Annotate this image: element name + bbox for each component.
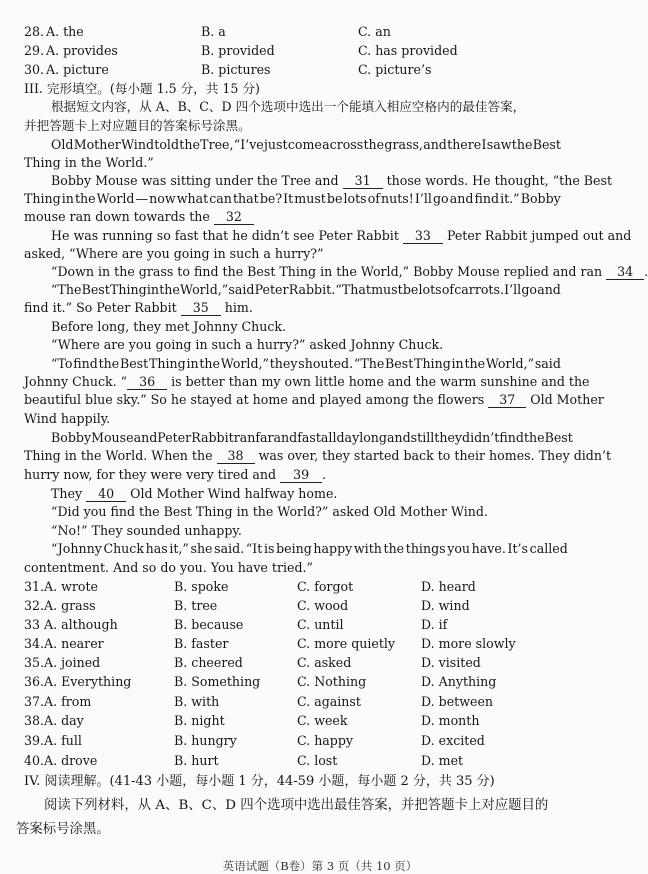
option-c: C. wood [297,598,349,613]
passage-word: the [363,137,385,152]
passage-text: . [322,467,327,482]
passage-word: long [359,430,387,445]
question-number: 40. [24,753,45,768]
passage-line: “Where are you going in such a hurry?” asked Johnny Chuck. [51,337,444,352]
passage-word: go [521,282,538,297]
passage-word: said [228,282,255,297]
passage-word: Peter [157,430,192,445]
option-row-34 [24,634,624,653]
passage-word: of [441,282,455,297]
option-d: D. excited [421,733,485,748]
passage-line: asked, “Where are you going in such a hurry?” [24,246,324,261]
passage-word: World,” [485,356,535,371]
option-b: B. a [201,24,226,39]
passage-word: has [145,541,168,556]
passage-word: there [447,137,482,152]
passage-word: in [146,282,160,297]
passage-text: mouse ran down towards the [24,209,210,224]
option-row-38 [24,711,624,730]
passage-text: Peter Rabbit jumped out and [446,228,632,243]
passage-text: find it.” So Peter Rabbit [24,300,177,315]
passage-word: “The [353,356,385,371]
passage-line [51,355,561,373]
question-number: 28. [24,24,45,39]
passage-word: grass, [384,137,423,152]
passage-line [24,447,611,465]
passage-word: Wind [121,137,155,152]
blank-38: 38 [217,448,255,464]
option-row-33 [24,615,624,634]
passage-text: was over, they started back to their homes. They didn’t [258,448,612,463]
option-b: B. because [174,617,244,632]
section-3-heading: III. 完形填空。(每小题 1.5 分，共 15 分) [24,81,260,96]
passage-word: nuts! [381,191,414,206]
passage-word: fast [297,430,321,445]
option-a: A. the [46,24,84,39]
passage-word: saw [486,137,512,152]
option-row-40 [24,751,624,770]
section-3-instruction: 根据短文内容，从 A、B、C、D 四个选项中选出一个能填入相应空格内的最佳答案， [51,99,526,114]
passage-word: find [73,356,98,371]
option-c: C. an [358,24,391,39]
option-d: D. Anything [421,674,497,689]
passage-word: in [186,356,199,371]
passage-text: “Down in the grass to find the Best Thing in the World,” Bobby Mouse replied and ran [51,264,603,279]
question-number: 29. [24,43,45,58]
passage-word: lots [418,282,442,297]
passage-word: Best [81,282,110,297]
passage-line [51,263,648,281]
passage-line [24,208,254,226]
question-number: 32. [24,598,45,613]
option-row-39 [24,731,624,750]
passage-word: Best [385,356,414,371]
passage-word: all [320,430,337,445]
passage-word: ran [233,430,256,445]
option-b: B. hungry [174,733,237,748]
passage-line: Wind happily. [24,411,111,426]
option-b: B. provided [201,43,275,58]
passage-word: far [255,430,274,445]
passage-word: Best [532,137,561,152]
passage-word: Rabbit. [288,282,336,297]
passage-word: said [534,356,561,371]
passage-word: be? [259,191,283,206]
passage-word: Thing [414,356,451,371]
option-c: C. against [297,694,361,709]
passage-line: “No!” They sounded unhappy. [51,523,242,538]
option-row-29 [24,41,624,60]
option-d: D. between [421,694,494,709]
passage-word: Thing [24,191,61,206]
passage-word: and [273,430,298,445]
passage-line: “Did you find the Best Thing in the World?” asked Old Mother Wind. [51,504,488,519]
question-number: 37. [24,694,45,709]
passage-word: “To [51,356,73,371]
passage-word: It [283,191,294,206]
blank-36: 36 [127,374,167,390]
option-d: D. visited [421,655,481,670]
passage-text: . [644,264,648,279]
passage-line [24,373,590,391]
passage-word: and [423,137,447,152]
passage-word: “Johnny [51,541,102,556]
passage-line: contentment. And so do you. You have tried.” [24,560,313,575]
passage-word: shouted. [298,356,354,371]
option-b: B. hurt [174,753,219,768]
passage-word: be [402,282,419,297]
passage-word: — [135,191,149,206]
option-a: A. wrote [44,579,98,594]
passage-word: the [98,356,120,371]
passage-line [24,391,604,409]
passage-text: Johnny Chuck. “ [24,374,128,389]
page-footer: 英语试题（B卷）第 3 页（共 10 页） [222,859,418,873]
passage-word: she [190,541,213,556]
passage-word: being [276,541,312,556]
passage-word: and [386,430,411,445]
passage-word: what [176,191,209,206]
passage-word: the [159,282,180,297]
question-number: 33 [24,617,41,632]
passage-word: now [149,191,176,206]
question-number: 34. [24,636,45,651]
passage-word: in [61,191,74,206]
passage-word: is [263,541,275,556]
question-number: 35. [24,655,45,670]
passage-word: Mother [73,137,121,152]
passage-word: told [154,137,180,152]
option-a: A. joined [44,655,101,670]
passage-line [24,299,253,317]
passage-word: the [74,191,96,206]
option-row-28 [24,22,624,41]
option-row-32 [24,596,624,615]
passage-word: can [209,191,232,206]
passage-word: Peter [254,282,289,297]
passage-word: it.” [500,191,520,206]
option-b: B. night [174,713,225,728]
passage-line [51,172,612,190]
passage-word: and [449,191,474,206]
passage-word: of [367,191,380,206]
question-number: 30. [24,62,45,77]
passage-word: “The [51,282,82,297]
passage-line [24,190,561,208]
passage-word: said. [214,541,245,556]
option-row-30 [24,60,624,79]
passage-word: it,” [169,541,189,556]
passage-line [51,429,573,447]
option-a: A. from [44,694,92,709]
option-b: B. tree [174,598,218,613]
passage-word: be [326,191,343,206]
passage-word: I’ll [504,282,522,297]
section-4-instruction: 答案标号涂黑。 [16,822,110,837]
passage-text: Old Mother [530,392,604,407]
blank-32: 32 [214,209,254,225]
passage-word: Bobby [520,191,561,206]
option-a: A. nearer [44,636,104,651]
passage-text: beautiful blue sky.” So he stayed at home and played among the flowers [24,392,485,407]
option-a: A. full [44,733,82,748]
option-d: D. wind [421,598,470,613]
blank-40: 40 [86,486,126,502]
passage-word: It’s [507,541,529,556]
option-c: C. asked [297,655,352,670]
passage-word: and [133,430,158,445]
passage-word: Thing [109,282,147,297]
question-number: 31. [24,579,45,594]
option-c: C. until [297,617,344,632]
option-c: C. picture’s [358,62,432,77]
passage-word: the [464,356,486,371]
option-c: C. has provided [358,43,458,58]
passage-word: Rabbit [191,430,234,445]
passage-word: find [474,191,500,206]
passage-word: happy [313,541,353,556]
passage-word: with [353,541,382,556]
passage-word: Tree, [200,137,234,152]
passage-text: Thing in the World. When the [24,448,213,463]
option-b: B. faster [174,636,229,651]
option-d: D. heard [421,579,476,594]
passage-word: the [179,137,200,152]
option-b: B. pictures [201,62,271,77]
passage-line: Thing in the World.” [24,155,154,170]
passage-line [51,540,568,558]
passage-word: come [287,137,322,152]
option-b: B. Something [174,674,261,689]
passage-word: World,” [179,282,229,297]
option-c: C. happy [297,733,354,748]
passage-word: go [432,191,449,206]
passage-word: Chuck [103,541,144,556]
blank-31: 31 [343,173,383,189]
passage-word: Old [51,137,74,152]
section-4-instruction: 阅读下列材料，从 A、B、C、D 四个选项中选出最佳答案，并把答题卡上对应题目的 [44,798,549,813]
option-c: C. week [297,713,348,728]
passage-word: World [96,191,135,206]
option-d: D. met [421,753,464,768]
option-d: D. if [421,617,448,632]
passage-text: him. [224,300,253,315]
passage-word: carrots. [454,282,504,297]
option-d: D. more slowly [421,636,516,651]
passage-word: and [537,282,561,297]
section-4-heading: IV. 阅读理解。(41-43 小题，每小题 1 分，44-59 小题，每小题 2 分，共 35 分) [24,774,495,789]
option-a: A. Everything [44,674,132,689]
question-number: 36. [24,674,45,689]
passage-line: Before long, they met Johnny Chuck. [51,319,287,334]
passage-word: didn’t [462,430,500,445]
passage-line [51,281,561,299]
passage-word: “That [335,282,371,297]
option-b: B. spoke [174,579,229,594]
passage-word: have. [471,541,506,556]
passage-word: that [233,191,259,206]
passage-word: Mouse [91,430,134,445]
passage-word: you [447,541,471,556]
option-a: A. drove [44,753,98,768]
passage-word: the [511,137,533,152]
passage-text: They [51,486,83,501]
passage-text: hurry now, for they were very tired and [24,467,277,482]
passage-word: day [336,430,360,445]
passage-word: called [529,541,568,556]
passage-word: Thing [148,356,186,371]
passage-line [51,227,631,245]
passage-text: those words. He thought, “the Best [386,173,613,188]
section-3-instruction: 并把答题卡上对应题目的答案标号涂黑。 [24,118,251,133]
blank-35: 35 [181,300,221,316]
passage-line [51,485,337,503]
option-c: C. lost [297,753,338,768]
option-c: C. forgot [297,579,354,594]
passage-word: must [371,282,403,297]
option-c: C. Nothing [297,674,367,689]
option-b: B. cheered [174,655,243,670]
blank-34: 34 [606,264,644,280]
passage-word: still [410,430,435,445]
option-a: A. day [44,713,84,728]
passage-text: Old Mother Wind halfway home. [130,486,338,501]
passage-text: He was running so fast that he didn’t see Peter Rabbit [51,228,399,243]
option-row-36 [24,672,624,691]
blank-39: 39 [280,467,322,483]
passage-text: Bobby Mouse was sitting under the Tree and [51,173,339,188]
option-row-31 [24,577,624,596]
question-number: 38. [24,713,45,728]
passage-word: I [481,137,487,152]
option-a: A. picture [46,62,109,77]
passage-word: World,” [220,356,269,371]
option-c: C. more quietly [297,636,396,651]
passage-word: “I’ve [233,137,264,152]
passage-word: find [499,430,524,445]
passage-word: the [383,541,405,556]
passage-word: Best [119,356,149,371]
passage-word: just [264,137,288,152]
option-a: A. provides [46,43,118,58]
blank-37: 37 [488,392,526,408]
passage-word: the [523,430,545,445]
passage-word: across [322,137,364,152]
passage-word: Bobby [51,430,92,445]
passage-word: they [434,430,463,445]
question-number: 39. [24,733,45,748]
option-row-37 [24,692,624,711]
option-b: B. with [174,694,220,709]
option-row-35 [24,653,624,672]
passage-line [51,136,561,154]
blank-33: 33 [403,228,443,244]
passage-text: is better than my own little home and the warm sunshine and the [171,374,590,389]
passage-word: “It [245,541,263,556]
passage-word: lots [343,191,367,206]
passage-line [24,466,326,484]
option-d: D. month [421,713,480,728]
option-a: A. although [44,617,118,632]
passage-word: things [405,541,446,556]
passage-word: in [451,356,464,371]
passage-word: the [199,356,220,371]
option-a: A. grass [44,598,96,613]
passage-word: they [269,356,298,371]
passage-word: I’ll [414,191,432,206]
passage-word: must [294,191,326,206]
passage-word: Best [544,430,573,445]
